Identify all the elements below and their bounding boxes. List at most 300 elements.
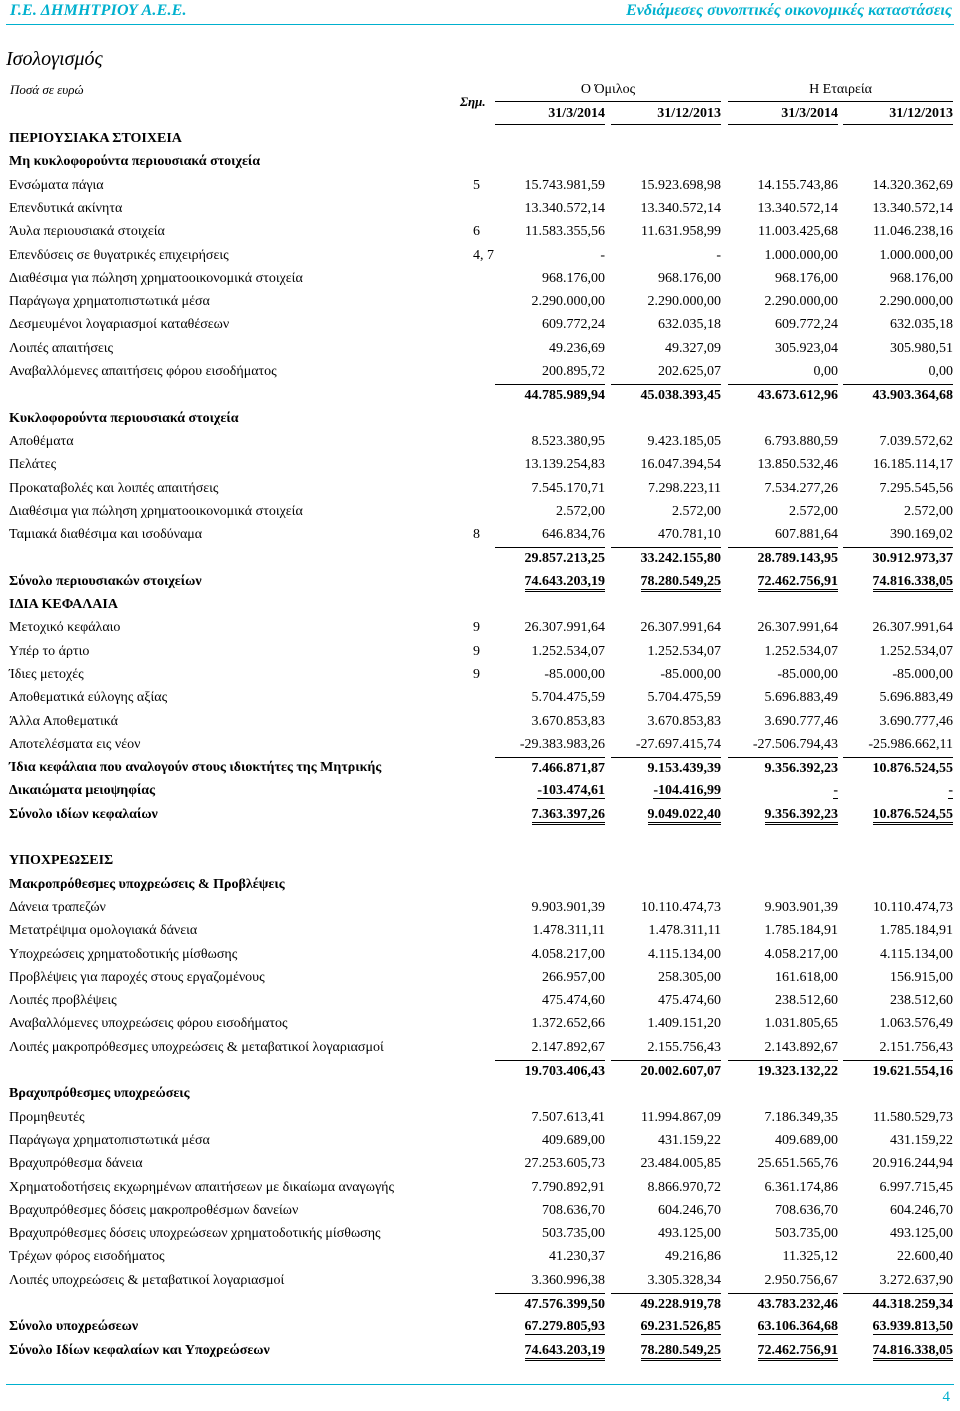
row-value: [611, 1340, 721, 1362]
row-value: [611, 1316, 721, 1338]
row-label: Σύνολο Ιδίων κεφαλαίων και Υποχρεώσεων: [9, 1342, 270, 1358]
row-label: Πελάτες: [9, 457, 57, 473]
value-text: 9.903.901,39: [764, 899, 838, 915]
value-text: 1.252.534,07: [647, 643, 721, 659]
table-row: [0, 897, 960, 919]
value-text: 1.785.184,91: [764, 923, 838, 939]
row-value: [611, 1177, 721, 1199]
value-text: 2.151.756,43: [879, 1039, 953, 1055]
value-text: 7.298.223,11: [648, 480, 721, 496]
value-text: 14.155.743,86: [757, 177, 838, 193]
row-value: [611, 338, 721, 360]
value-text: 2.290.000,00: [647, 294, 721, 310]
subtotal-row: [0, 547, 960, 569]
row-value: [611, 897, 721, 919]
row-value: [728, 175, 838, 197]
value-text: 13.340.572,14: [872, 200, 953, 216]
value-text: 0,00: [928, 364, 953, 379]
value-text: 156.915,00: [890, 969, 953, 985]
company-name: Γ.Ε. ΔΗΜΗΤΡΙΟΥ Α.Ε.Ε.: [10, 2, 187, 19]
row-value: [611, 944, 721, 966]
value-text: 72.462.756,91: [758, 574, 839, 592]
value-text: 9.423.185,05: [647, 433, 721, 449]
value-text: -25.986.662,11: [868, 736, 953, 752]
value-text: 49.228.919,78: [640, 1297, 721, 1312]
value-text: 1.372.652,66: [531, 1016, 605, 1032]
row-value: [843, 501, 953, 523]
value-text: 11.580.529,73: [873, 1109, 953, 1125]
row-label: Κυκλοφορούντα περιουσιακά στοιχεία: [9, 410, 239, 426]
row-value: [728, 1293, 838, 1316]
row-value: [728, 1037, 838, 1059]
row-value: [495, 431, 605, 453]
row-value: [611, 780, 721, 802]
row-value: [495, 897, 605, 919]
row-label: Ίδιες μετοχές: [9, 666, 84, 682]
table-row: [0, 1037, 960, 1059]
row-label: Προβλέψεις για παροχές στους εργαζομένους: [9, 969, 265, 985]
row-value: [843, 1037, 953, 1059]
value-text: 968.176,00: [775, 270, 838, 286]
value-text: 470.781,10: [658, 527, 721, 543]
value-text: 8.523.380,95: [531, 433, 605, 449]
value-text: 33.242.155,80: [640, 551, 721, 567]
table-row: [0, 780, 960, 802]
value-text: 20.916.244,94: [872, 1156, 953, 1172]
value-text: 11.003.425,68: [758, 224, 838, 240]
row-value: [843, 1223, 953, 1245]
value-text: 409.689,00: [775, 1132, 838, 1148]
value-text: 609.772,24: [542, 317, 605, 333]
value-text: -29.383.983,26: [519, 736, 605, 752]
value-text: 431.159,22: [658, 1132, 721, 1148]
value-text: 72.462.756,91: [758, 1343, 839, 1361]
row-value: [843, 1246, 953, 1268]
value-text: 44.785.989,94: [524, 388, 605, 404]
value-text: 1.478.311,11: [532, 923, 605, 939]
row-value: [495, 1223, 605, 1245]
row-value: [495, 338, 605, 360]
row-label: Λοιπές υποχρεώσεις & μεταβατικοί λογαριασμοί: [9, 1272, 285, 1288]
row-value: [843, 1153, 953, 1175]
row-value: [728, 1223, 838, 1245]
value-text: 67.279.805,93: [524, 1319, 605, 1335]
row-value: [843, 268, 953, 290]
row-value: [843, 175, 953, 197]
row-value: [728, 245, 838, 267]
value-text: 646.834,76: [542, 527, 605, 543]
row-value: [611, 1107, 721, 1129]
table-row: [0, 571, 960, 593]
row-label: Διαθέσιμα για πώληση χρηματοοικονομικά στοιχεία: [9, 270, 303, 286]
row-label: Επενδυτικά ακίνητα: [9, 200, 123, 216]
row-value: [843, 338, 953, 360]
row-value: [611, 361, 721, 383]
row-label: Λοιπές απαιτήσεις: [9, 340, 114, 356]
row-value: [843, 431, 953, 453]
row-value: [495, 384, 605, 407]
row-value: [495, 454, 605, 476]
row-value: [728, 291, 838, 313]
row-value: [495, 478, 605, 500]
value-text: -85.000,00: [660, 666, 721, 682]
value-text: 16.185.114,17: [873, 457, 953, 473]
row-value: [843, 734, 953, 756]
value-text: -: [716, 247, 721, 263]
group-rule: [495, 101, 721, 102]
value-text: 493.125,00: [890, 1226, 953, 1242]
row-value: [843, 617, 953, 639]
row-value: [728, 198, 838, 220]
row-label: Αναβαλλόμενες υποχρεώσεις φόρου εισοδήματος: [9, 1016, 288, 1032]
row-value: [611, 268, 721, 290]
row-value: [843, 990, 953, 1012]
value-text: 13.850.532,46: [757, 457, 838, 473]
section-heading: [0, 128, 960, 150]
row-value: [728, 338, 838, 360]
section-heading: [0, 1083, 960, 1105]
value-text: 632.035,18: [658, 317, 721, 333]
row-value: [728, 780, 838, 802]
value-text: -85.000,00: [544, 666, 605, 682]
table-row: [0, 1107, 960, 1129]
row-value: [843, 804, 953, 826]
value-text: 15.923.698,98: [640, 177, 721, 193]
value-text: 7.039.572,62: [879, 433, 953, 449]
table-row: [0, 990, 960, 1012]
row-value: [495, 501, 605, 523]
value-text: 2.572,00: [556, 503, 605, 519]
value-text: 604.246,70: [658, 1202, 721, 1218]
row-label: Αποθέματα: [9, 433, 74, 449]
row-value: [495, 1153, 605, 1175]
value-text: 708.636,70: [775, 1202, 838, 1218]
value-text: 19.323.132,22: [757, 1064, 838, 1079]
table-row: [0, 175, 960, 197]
value-text: 5.696.883,49: [764, 690, 838, 706]
row-value: [728, 944, 838, 966]
row-value: [611, 314, 721, 336]
value-text: -85.000,00: [892, 666, 953, 682]
value-text: 11.994.867,09: [641, 1109, 721, 1125]
value-text: 27.253.605,73: [524, 1156, 605, 1172]
table-row: [0, 1223, 960, 1245]
table-row: [0, 1200, 960, 1222]
row-label: Υπέρ το άρτιο: [9, 643, 90, 659]
row-value: [728, 617, 838, 639]
row-value: [611, 1223, 721, 1245]
table-row: [0, 291, 960, 313]
row-value: [495, 1013, 605, 1035]
row-value: [728, 1107, 838, 1129]
value-text: 1.252.534,07: [879, 643, 953, 659]
row-value: [843, 571, 953, 593]
row-value: [495, 944, 605, 966]
value-text: 2.290.000,00: [764, 294, 838, 310]
table-row: [0, 501, 960, 523]
value-text: 1.478.311,11: [648, 923, 721, 939]
value-text: 7.295.545,56: [879, 480, 953, 496]
row-value: [728, 314, 838, 336]
value-text: 19.703.406,43: [524, 1064, 605, 1079]
value-text: 2.290.000,00: [531, 294, 605, 310]
row-value: [843, 920, 953, 942]
date-rule: [611, 124, 721, 125]
row-value: [728, 1340, 838, 1362]
row-label: Ταμιακά διαθέσιμα και ισοδύναμα: [9, 527, 203, 543]
row-value: [611, 175, 721, 197]
row-value: [843, 1107, 953, 1129]
group-header-company: Η Εταιρεία: [809, 82, 872, 97]
row-note: 6: [473, 224, 480, 240]
table-row: [0, 338, 960, 360]
row-label: Λοιπές προβλέψεις: [9, 993, 117, 1009]
value-text: 26.307.991,64: [757, 620, 838, 636]
date-rule: [495, 124, 605, 125]
value-text: -: [600, 247, 605, 263]
value-text: 26.307.991,64: [640, 620, 721, 636]
value-text: 9.356.392,23: [765, 807, 839, 825]
table-row: [0, 431, 960, 453]
row-value: [843, 711, 953, 733]
row-value: [843, 245, 953, 267]
row-value: [495, 920, 605, 942]
value-text: 200.895,72: [542, 364, 605, 379]
value-text: 43.783.232,46: [757, 1297, 838, 1312]
value-text: -27.506.794,43: [752, 736, 838, 752]
value-text: 16.047.394,54: [640, 457, 721, 473]
table-row: [0, 1316, 960, 1338]
row-label: Άυλα περιουσιακά στοιχεία: [9, 224, 165, 240]
value-text: 78.280.549,25: [641, 1343, 722, 1361]
table-row: [0, 1340, 960, 1362]
value-text: 13.139.254,83: [524, 457, 605, 473]
row-value: [495, 1246, 605, 1268]
row-label: Βραχυπρόθεσμες υποχρεώσεις: [9, 1086, 190, 1102]
row-label: Διαθέσιμα για πώληση χρηματοοικονομικά στοιχεία: [9, 503, 303, 519]
page-title: Ισολογισμός: [6, 48, 103, 70]
value-text: 10.110.474,73: [641, 899, 721, 915]
table-row: [0, 1130, 960, 1152]
table-row: [0, 245, 960, 267]
units-label: Ποσά σε ευρώ: [10, 82, 84, 97]
table-row: [0, 478, 960, 500]
row-value: [611, 1200, 721, 1222]
row-value: [728, 1200, 838, 1222]
value-text: 4.115.134,00: [880, 946, 953, 962]
value-text: 161.618,00: [775, 969, 838, 985]
row-value: [728, 524, 838, 546]
table-row: [0, 757, 960, 779]
value-text: 7.507.613,41: [531, 1109, 605, 1125]
value-text: 258.305,00: [658, 969, 721, 985]
value-text: 9.153.439,39: [647, 761, 721, 777]
row-value: [728, 990, 838, 1012]
value-text: 7.466.871,87: [531, 761, 605, 777]
value-text: 607.881,64: [775, 527, 838, 543]
value-text: 4.115.134,00: [648, 946, 721, 962]
row-value: [728, 478, 838, 500]
table-row: [0, 804, 960, 826]
subtotal-row: [0, 1060, 960, 1082]
value-text: 13.340.572,14: [757, 200, 838, 216]
value-text: 9.356.392,23: [764, 761, 838, 777]
row-label: Δικαιώματα μειοψηφίας: [9, 783, 156, 799]
value-text: 266.957,00: [542, 969, 605, 985]
row-label: Σύνολο περιουσιακών στοιχείων: [9, 573, 202, 589]
subtotal-row: [0, 384, 960, 406]
table-row: [0, 1013, 960, 1035]
value-text: 409.689,00: [542, 1132, 605, 1148]
row-label: Δάνεια τραπεζών: [9, 899, 106, 915]
table-row: [0, 1270, 960, 1292]
row-value: [843, 314, 953, 336]
row-value: [843, 524, 953, 546]
value-text: 202.625,07: [658, 364, 721, 379]
value-text: 7.363.397,26: [532, 807, 606, 825]
value-text: 305.923,04: [775, 340, 838, 356]
group-rule: [728, 101, 953, 102]
row-value: [843, 478, 953, 500]
row-value: [843, 687, 953, 709]
row-value: [611, 454, 721, 476]
value-text: 8.866.970,72: [647, 1179, 721, 1195]
row-value: [728, 1246, 838, 1268]
value-text: 5.696.883,49: [879, 690, 953, 706]
row-label: Βραχυπρόθεσμες δόσεις υποχρεώσεων χρηματοδοτικής μίσθωσης: [9, 1226, 381, 1242]
row-value: [843, 1060, 953, 1083]
section-heading: [0, 594, 960, 616]
report-title: Ενδιάμεσες συνοπτικές οικονομικές καταστάσεις: [626, 2, 952, 19]
value-text: 19.621.554,16: [872, 1064, 953, 1079]
row-label: Σύνολο υποχρεώσεων: [9, 1319, 139, 1335]
row-value: [611, 571, 721, 593]
value-text: 1.252.534,07: [764, 643, 838, 659]
note-column-header: Σημ.: [460, 94, 486, 109]
value-text: 1.000.000,00: [764, 247, 838, 263]
value-text: 11.631.958,99: [641, 224, 721, 240]
row-value: [728, 757, 838, 780]
value-text: 13.340.572,14: [640, 200, 721, 216]
value-text: 3.690.777,46: [764, 713, 838, 729]
value-text: 2.572,00: [789, 503, 838, 519]
row-value: [728, 454, 838, 476]
row-value: [728, 897, 838, 919]
value-text: 604.246,70: [890, 1202, 953, 1218]
value-text: 30.912.973,37: [872, 551, 953, 567]
row-value: [611, 478, 721, 500]
row-value: [611, 291, 721, 313]
row-value: [843, 1200, 953, 1222]
row-value: [611, 384, 721, 407]
row-value: [495, 361, 605, 383]
value-text: 0,00: [813, 364, 838, 379]
page-number: 4: [942, 1389, 950, 1405]
row-label: Αναβαλλόμενες απαιτήσεις φόρου εισοδήματος: [9, 364, 277, 379]
value-text: 44.318.259,34: [872, 1297, 953, 1312]
value-text: 15.743.981,59: [524, 177, 605, 193]
value-text: 74.816.338,05: [873, 1343, 954, 1361]
row-label: Χρηματοδοτήσεις εκχωρημένων απαιτήσεων με δικαίωμα αναγωγής: [9, 1179, 394, 1195]
value-text: 11.583.355,56: [525, 224, 605, 240]
value-text: 2.572,00: [904, 503, 953, 519]
value-text: 503.735,00: [775, 1226, 838, 1242]
value-text: -: [948, 783, 953, 799]
row-value: [611, 431, 721, 453]
row-label: Αποτελέσματα εις νέον: [9, 736, 141, 752]
row-value: [728, 920, 838, 942]
row-value: [843, 1293, 953, 1316]
value-text: 1.031.805,65: [764, 1016, 838, 1032]
value-text: 3.305.328,34: [647, 1272, 721, 1288]
value-text: 49.236,69: [549, 340, 605, 356]
value-text: 708.636,70: [542, 1202, 605, 1218]
value-text: 968.176,00: [542, 270, 605, 286]
value-text: 26.307.991,64: [524, 620, 605, 636]
row-label: Προμηθευτές: [9, 1109, 85, 1125]
row-label: ΠΕΡΙΟΥΣΙΑΚΑ ΣΤΟΙΧΕΙΑ: [9, 131, 182, 146]
row-value: [728, 641, 838, 663]
row-value: [728, 687, 838, 709]
table-row: [0, 268, 960, 290]
row-value: [495, 641, 605, 663]
row-value: [495, 804, 605, 826]
value-text: 1.000.000,00: [879, 247, 953, 263]
row-value: [843, 454, 953, 476]
value-text: 20.002.607,07: [640, 1064, 721, 1079]
row-note: 5: [473, 177, 480, 193]
row-value: [728, 967, 838, 989]
row-note: 9: [473, 666, 480, 682]
value-text: 3.670.853,83: [531, 713, 605, 729]
row-value: [611, 1037, 721, 1059]
row-value: [611, 221, 721, 243]
row-value: [843, 221, 953, 243]
row-value: [495, 1037, 605, 1059]
row-value: [611, 641, 721, 663]
value-text: 74.643.203,19: [525, 1343, 606, 1361]
table-row: [0, 1153, 960, 1175]
row-value: [728, 1013, 838, 1035]
value-text: 1.409.151,20: [647, 1016, 721, 1032]
row-value: [728, 1177, 838, 1199]
value-text: 25.651.565,76: [757, 1156, 838, 1172]
row-label: Υποχρεώσεις χρηματοδοτικής μίσθωσης: [9, 946, 238, 962]
date-header: 31/12/2013: [889, 106, 953, 121]
row-value: [495, 291, 605, 313]
row-value: [495, 1270, 605, 1292]
value-text: 2.143.892,67: [764, 1039, 838, 1055]
row-value: [843, 780, 953, 802]
row-value: [495, 757, 605, 780]
row-value: [495, 175, 605, 197]
row-label: Τρέχων φόρος εισοδήματος: [9, 1249, 165, 1265]
value-text: 475.474,60: [542, 993, 605, 1009]
value-text: 10.876.524,55: [872, 761, 953, 777]
value-text: 45.038.393,45: [640, 388, 721, 404]
value-text: 3.670.853,83: [647, 713, 721, 729]
table-row: [0, 687, 960, 709]
table-row: [0, 1177, 960, 1199]
row-value: [843, 1316, 953, 1338]
date-header: 31/3/2014: [548, 106, 605, 121]
value-text: 13.340.572,14: [524, 200, 605, 216]
table-row: [0, 361, 960, 383]
value-text: 5.704.475,59: [531, 690, 605, 706]
table-row: [0, 734, 960, 756]
row-value: [843, 547, 953, 570]
row-value: [495, 571, 605, 593]
